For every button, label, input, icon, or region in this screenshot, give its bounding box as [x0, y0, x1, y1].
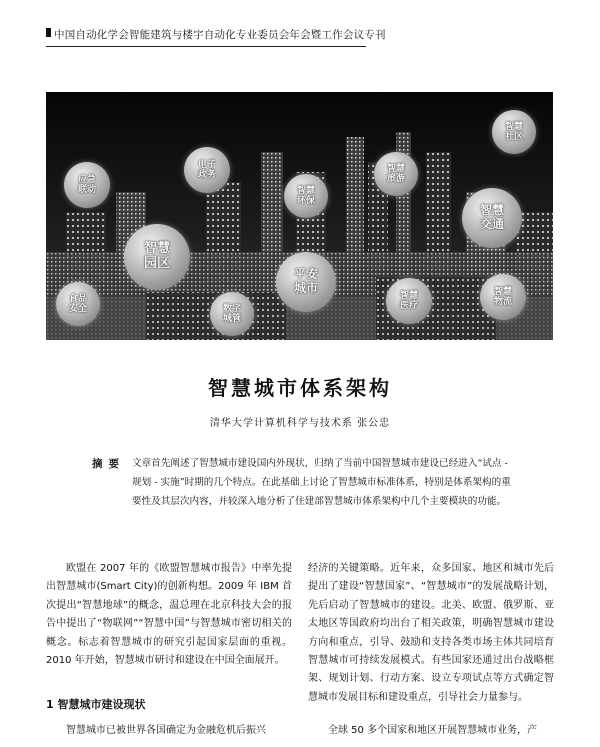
bubble-food-safety: 食品 安全	[56, 282, 100, 326]
bubble-smart-logistics: 智慧 物流	[480, 274, 526, 320]
running-title: 中国自动化学会智能建筑与楼宇自动化专业委员会年会暨工作会议专刊	[54, 29, 386, 41]
section-paragraph-start: 智慧城市已被世界各国确定为金融危机后振兴	[66, 725, 266, 736]
right-paragraph-start: 全球 50 多个国家和地区开展智慧城市业务，产	[328, 725, 538, 736]
bubble-smart-transport: 智慧 交通	[462, 188, 522, 248]
bubble-smart-healthcare: 智慧 医疗	[386, 278, 432, 324]
hero-image	[46, 92, 553, 340]
bubble-smart-community: 智慧 社区	[492, 110, 536, 154]
article-title: 智慧城市体系架构	[208, 376, 392, 400]
abstract-label: 摘要	[92, 458, 125, 470]
bubble-safe-city: 平安 城市	[276, 252, 336, 312]
intro-paragraph: 欧盟在 2007 年的《欧盟智慧城市报告》中率先提出智慧城市(Smart City)的创新构想。2009 年 IBM 首次提出“智慧地球”的概念，温总理在北京科技大会的报告中提出了“物联网”“智慧中国”与智慧城市密切相关的概念。标志着智慧城市的研究引起国家层面的重视。2010 年开始，智慧城市研讨和建设在中国全面展开。	[46, 563, 292, 667]
bubble-smart-park: 智慧 园区	[124, 224, 190, 290]
abstract-text: 文章首先阐述了智慧城市建设国内外现状，归纳了当前中国智慧城市建设已经进入“试点 - 规划 - 实施”时期的几个特点。在此基础上讨论了智慧城市标准体系，特别是体系架构的重要性及其层次内容，并较深入地分析了住建部智慧城市体系架构中几个主要模块的功能。	[132, 458, 511, 507]
author-line: 清华大学计算机科学与技术系 张公忠	[209, 418, 391, 429]
header-mark	[46, 28, 51, 37]
right-column	[308, 560, 554, 707]
bubble-e-government: 电子 政务	[184, 147, 230, 193]
section-heading: 1 智慧城市建设现状	[46, 698, 146, 711]
header-rule	[46, 46, 366, 47]
right-paragraph: 经济的关键策略。近年来，众多国家、地区和城市先后提出了建设“智慧国家”、“智慧城市”的发展战略计划，先后启动了智慧城市的建设。北美、欧盟、俄罗斯、亚太地区等国政府均出台了相关政策，明确智慧城市建设方向和重点，引导、鼓励和支持各类市场主体共同培育智慧城市可持续发展模式。有些国家还通过出台战略框架、规划计划、行动方案、设立专项试点等方式确定智慧城市发展目标和建设重点，引导社会力量参与。	[308, 563, 554, 703]
left-column	[46, 560, 292, 670]
bubble-digital-city-management: 数字 城管	[210, 292, 254, 336]
bubble-smart-tourism: 智慧 旅游	[374, 152, 418, 196]
bubble-emergency-response: 应急 联动	[64, 162, 110, 208]
bubble-smart-environment: 智慧 环保	[284, 174, 328, 218]
